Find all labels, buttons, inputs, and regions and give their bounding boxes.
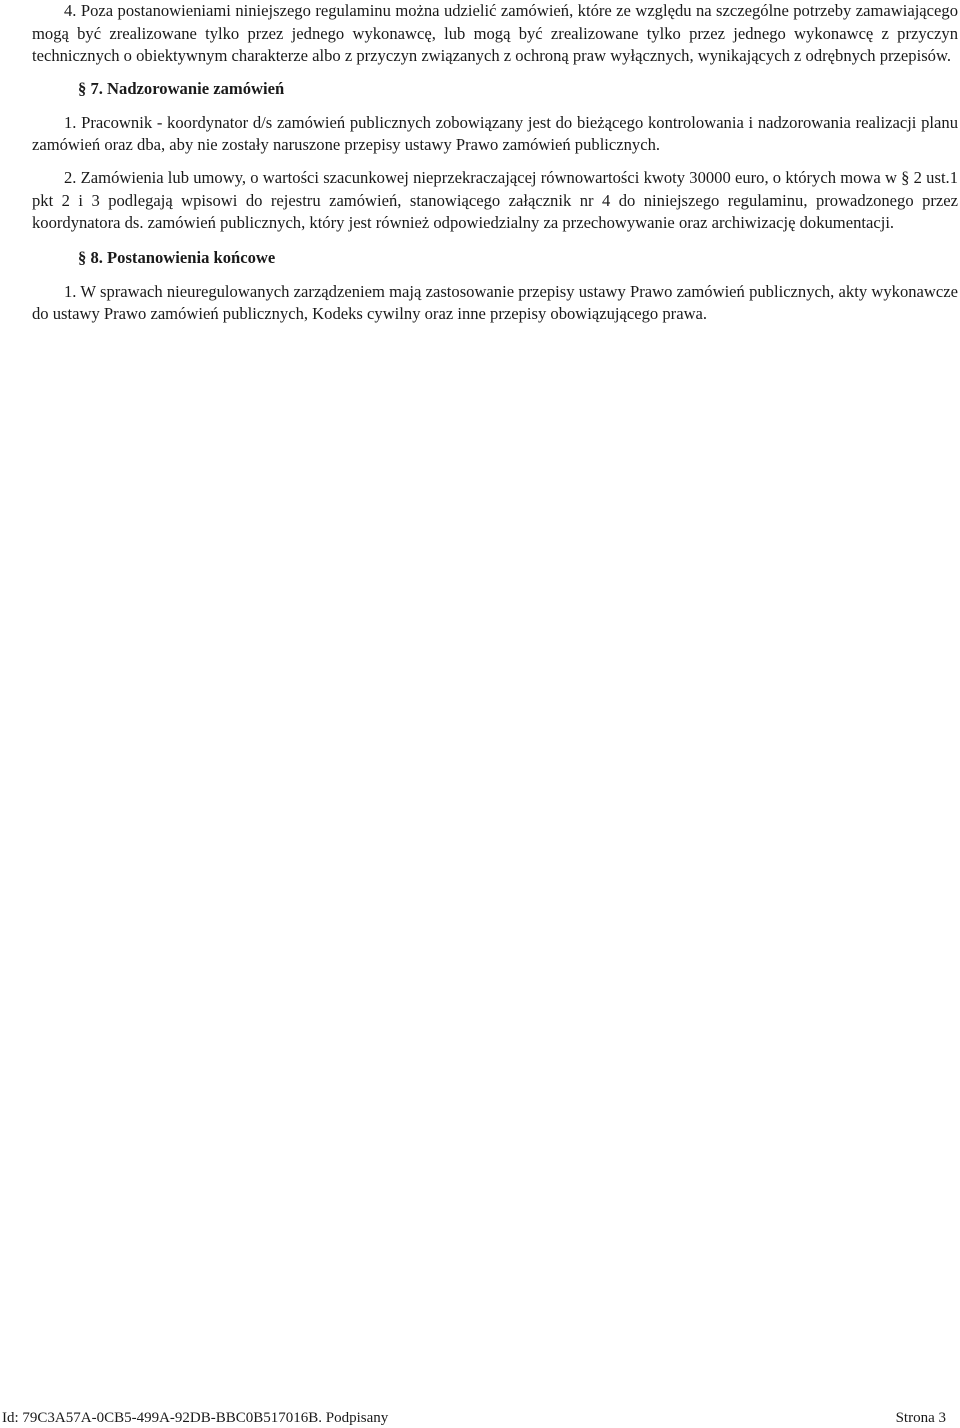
section-heading-8: § 8. Postanowienia końcowe xyxy=(78,247,276,267)
document-body xyxy=(32,0,958,326)
paragraph-8-1: 1. W sprawach nieuregulowanych zarządzeniem mają zastosowanie przepisy ustawy Prawo zamówień publicznych, akty wykonawcze do ustawy Prawo zamówień publicznych, Kodeks cywilny oraz inne przepisy obowiązującego prawa. xyxy=(32,281,958,324)
paragraph-7-1: 1. Pracownik - koordynator d/s zamówień publicznych zobowiązany jest do bieżącego kontrolowania i nadzorowania realizacji planu zamówień oraz dba, aby nie zostały naruszone przepisy ustawy Prawo zamówień publicznych. xyxy=(32,112,958,155)
paragraph-7-2: 2. Zamówienia lub umowy, o wartości szacunkowej nieprzekraczającej równowartości kwoty 30000 euro, o których mowa w § 2 ust.1 pkt 2 i 3 podlegają wpisowi do rejestru zamówień, stanowiącego załącznik nr 4 do niniejszego regulaminu, prowadzonego przez koordynatora ds. zamówień publicznych, który jest również odpowiedzialny za przechowywanie oraz archiwizację dokumentacji. xyxy=(32,167,958,233)
page-number: Strona 3 xyxy=(895,1410,946,1426)
section-heading-7: § 7. Nadzorowanie zamówień xyxy=(78,78,285,98)
document-id: Id: 79C3A57A-0CB5-499A-92DB-BBC0B517016B. Podpisany xyxy=(2,1410,389,1426)
paragraph-6-4: 4. Poza postanowieniami niniejszego regulaminu można udzielić zamówień, które ze względu na szczególne potrzeby zamawiającego mogą być zrealizowane tylko przez jednego wykonawcę, lub mogą być zrealizowane tylko przez jednego wykonawcę z przyczyn technicznych o obiektywnym charakterze albo z przyczyn związanych z ochroną praw wyłącznych, wynikających z odrębnych przepisów. xyxy=(32,1,958,66)
